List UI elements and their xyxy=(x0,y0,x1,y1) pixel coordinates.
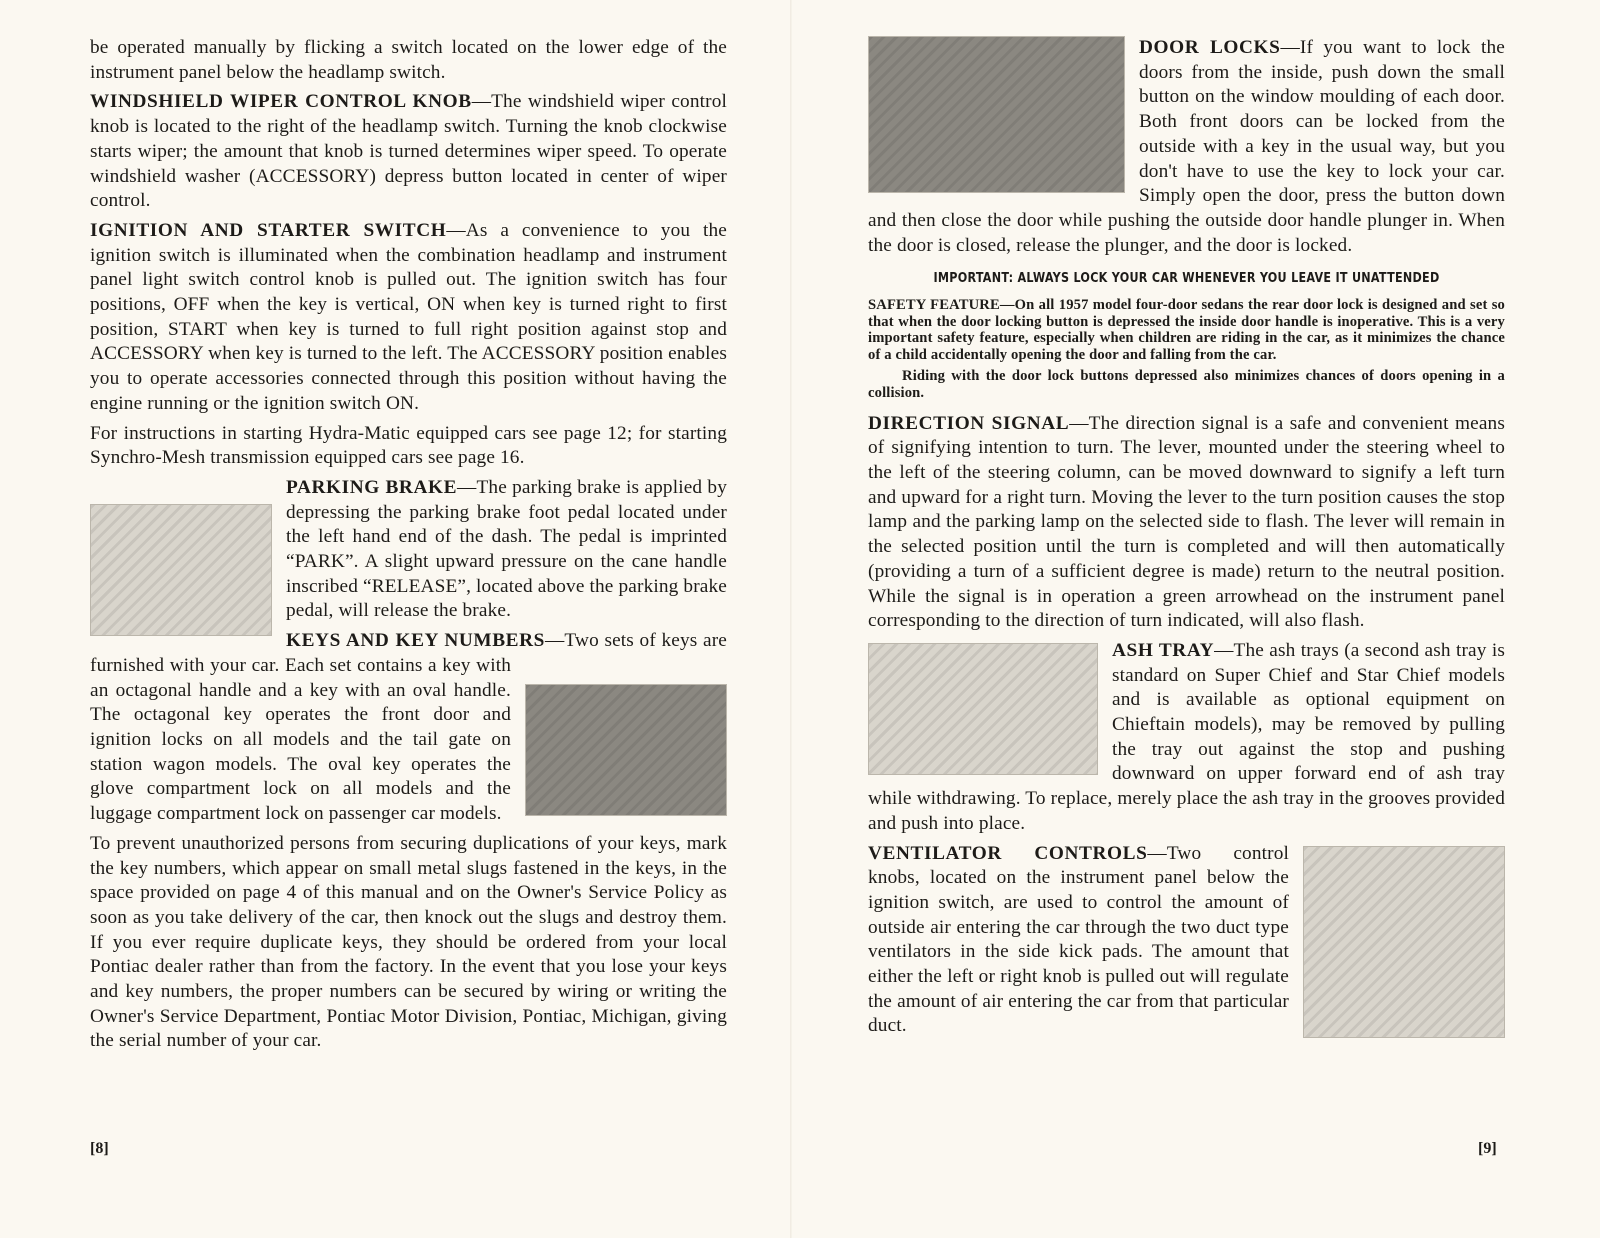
door-locks-section xyxy=(868,36,1505,258)
important-notice: IMPORTANT: ALWAYS LOCK YOUR CAR WHENEVER YOU LEAVE IT UNATTENDED xyxy=(933,270,1440,287)
prevent-paragraph: To prevent unauthorized persons from securing duplications of your keys, mark the key numbers, which appear on small metal slugs fastened in the keys, in the space provided on page 4 of this manual and on the Owner's Service Policy as soon as you take delivery of the car, then knock out the slugs and destroy them. If you ever require duplicate keys, they should be ordered from your local Pontiac dealer rather than from the factory. In the event that you lose your keys and key numbers, the proper numbers can be secured by wiring or writing the Owner's Service Department, Pontiac Motor Division, Pontiac, Michigan, giving the serial number of your car. xyxy=(90,832,727,1052)
left-page xyxy=(90,36,727,1059)
intro-paragraph: be operated manually by flicking a switch located on the lower edge of the instrument panel below the headlamp switch. xyxy=(90,37,727,83)
direction-heading: DIRECTION SIGNAL xyxy=(868,412,1070,434)
keys-heading: KEYS AND KEY NUMBERS xyxy=(286,630,545,652)
safety-heading: SAFETY FEATURE xyxy=(868,297,1000,314)
wiper-text: —The windshield wiper control knob is located to the right of the headlamp switch. Turning the knob clockwise starts wiper; the amount that knob is turned determines wiper speed. To operate windshield washer (ACCESSORY) depress button located in center of wiper control. xyxy=(90,91,727,212)
wiper-section xyxy=(90,90,727,214)
door-locks-heading: DOOR LOCKS xyxy=(1139,37,1281,58)
ventilator-section xyxy=(868,842,1505,1040)
riding-paragraph: Riding with the door lock buttons depressed also minimizes chances of doors opening in a collision. xyxy=(868,368,1505,401)
ash-tray-illustration xyxy=(868,643,1098,775)
ventilator-text: —Two control knobs, located on the instrument panel below the ignition switch, are used to control the amount of outside air entering the car through the two duct type ventilators in the side kick pads. The amount that either the left or right knob is pulled out will regulate the amount of air entering the car from that particular duct. xyxy=(868,842,1289,1037)
wiper-heading: WINDSHIELD WIPER CONTROL KNOB xyxy=(90,91,472,113)
ignition-heading: IGNITION AND STARTER SWITCH xyxy=(90,219,447,241)
ash-tray-heading: ASH TRAY xyxy=(1112,639,1215,661)
parking-brake-illustration xyxy=(90,504,272,636)
ignition-text: —As a convenience to you the ignition switch is illuminated when the combination headlamp and instrument panel light switch control knob is pulled out. The ignition switch has four positions, OFF when the key is vertical, ON when key is turned right to first position, START when key is turned to full right position against stop and ACCESSORY when key is turned to the left. The ACCESSORY position enables you to operate accessories connected through this position without having the engine running or the ignition switch ON. xyxy=(90,219,727,414)
parking-section xyxy=(90,476,727,624)
door-locks-text: —If you want to lock the doors from the inside, push down the small button on the window moulding of each door. Both front doors can be locked from the outside with a key in the usual way, but you don't have to use the key to lock your car. Simply open the door, press the button down and then close the door while pushing the outside door handle plunger in. When the door is closed, release the plunger, and the door is locked. xyxy=(868,37,1505,256)
right-page xyxy=(868,36,1505,1044)
direction-text: —The direction signal is a safe and convenient means of signifying intention to turn. The lever, mounted under the steering wheel to the left of the steering column, can be moved downward to signify a left turn and upward for a right turn. Moving the lever to the turn position causes the stop lamp and the parking lamp on the selected side to flash. The lever will remain in the selected position until the turn is completed and will then automatically (providing a turn of a sufficient degree is made) return to the neutral position. While the signal is in operation a green arrowhead on the instrument panel corresponding to the direction of turn indicated, will also flash. xyxy=(868,412,1506,632)
page-number-left: [8] xyxy=(90,1140,109,1157)
safety-section xyxy=(868,297,1505,363)
page-number-right: [9] xyxy=(1478,1140,1497,1157)
page-gutter xyxy=(790,0,792,1238)
safety-text: —On all 1957 model four-door sedans the rear door lock is designed and set so that when the door locking button is depressed the inside door handle is inoperative. This is a very important safety feature, especially when children are riding in the car, as it minimizes the chance of a child accidentally opening the door and falling from the car. xyxy=(868,297,1506,363)
instructions-paragraph: For instructions in starting Hydra-Matic equipped cars see page 12; for starting Synchro-Mesh transmission equipped cars see page 16. xyxy=(90,422,727,469)
direction-section xyxy=(868,412,1505,634)
parking-heading: PARKING BRAKE xyxy=(286,476,458,498)
ventilator-heading: VENTILATOR CONTROLS xyxy=(868,842,1148,864)
ventilator-illustration xyxy=(1303,846,1505,1038)
keys-photo xyxy=(525,684,727,816)
door-lock-photo xyxy=(868,36,1125,193)
keys-text: —Two sets of keys are furnished with your car. Each set contains a key with an octagonal handle and a key with an oval handle. The octagonal key operates the front door and ignition locks on all models and the tail gate on station wagon models. The oval key operates the glove compartment lock on all models and the luggage compartment lock on passenger car models. xyxy=(90,630,727,825)
parking-text: —The parking brake is applied by depressing the parking brake foot pedal located under the left hand end of the dash. The pedal is imprinted “PARK”. A slight upward pressure on the cane handle inscribed “RELEASE”, located above the parking brake pedal, will release the brake. xyxy=(286,476,727,622)
keys-section xyxy=(90,629,727,827)
ash-tray-text: —The ash trays (a second ash tray is standard on Super Chief and Star Chief models and is available as optional equipment on Chieftain models), may be removed by pulling the tray out against the stop and pushing downward on upper forward end of ash tray while withdrawing. To replace, merely place the ash tray in the grooves provided and push into place. xyxy=(868,639,1506,834)
ash-tray-section xyxy=(868,639,1505,837)
ignition-section xyxy=(90,219,727,417)
